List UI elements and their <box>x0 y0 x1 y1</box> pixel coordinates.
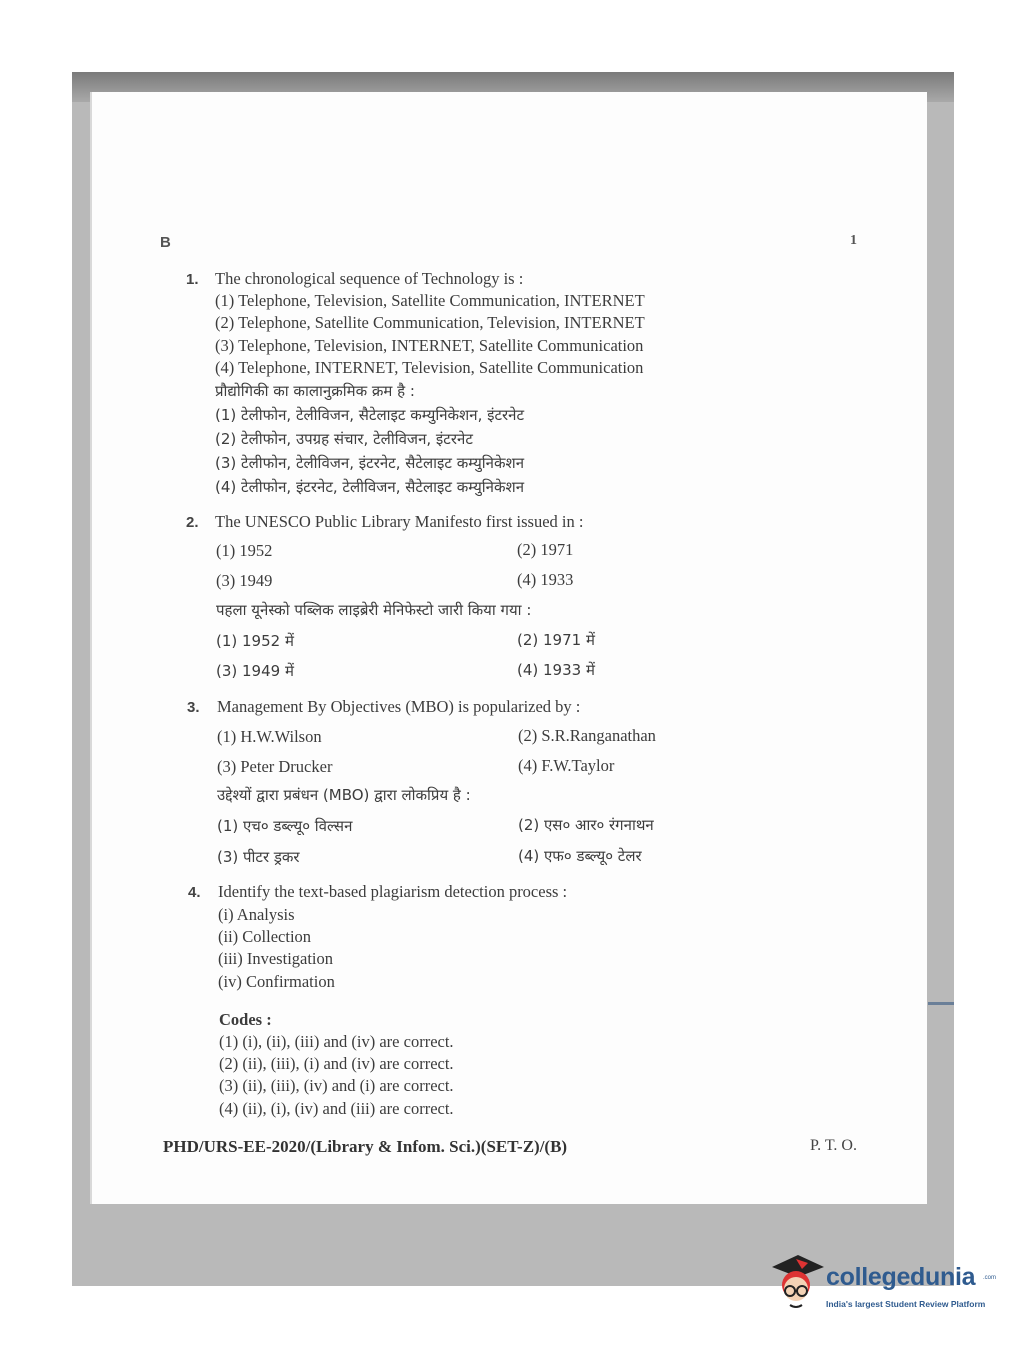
mascot-icon <box>768 1253 824 1315</box>
option-hi: (2) एस० आर० रंगनाथन <box>518 816 654 834</box>
option-en: (1) Telephone, Television, Satellite Communication, INTERNET <box>215 291 645 310</box>
option-en: (4) Telephone, INTERNET, Television, Satellite Communication <box>215 358 644 377</box>
question-text-hi: प्रौद्योगिकी का कालानुक्रमिक क्रम है : <box>215 382 415 400</box>
option-en: (2) Telephone, Satellite Communication, Television, INTERNET <box>215 313 645 332</box>
brand-suffix: .com <box>983 1275 997 1281</box>
option-en: (3) Peter Drucker <box>217 757 333 776</box>
question-text-en: Management By Objectives (MBO) is popularized by : <box>217 697 581 716</box>
option-hi: (3) पीटर ड्रकर <box>217 848 300 866</box>
option-hi: (1) एच० डब्ल्यू० विल्सन <box>217 817 353 835</box>
option-hi: (2) टेलीफोन, उपग्रह संचार, टेलीविजन, इंटरनेट <box>215 430 473 448</box>
option-en: (2) 1971 <box>517 540 574 559</box>
option-en: (4) F.W.Taylor <box>518 756 615 775</box>
question-text-en: Identify the text-based plagiarism detection process : <box>218 882 568 901</box>
brand-tagline: India's largest Student Review Platform <box>826 1299 986 1309</box>
question-number: 4. <box>188 884 201 901</box>
process-item: (iii) Investigation <box>218 949 334 968</box>
collegedunia-logo <box>768 1253 998 1323</box>
process-item: (iv) Confirmation <box>218 972 335 991</box>
code-option: (2) (ii), (iii), (i) and (iv) are correct. <box>219 1054 454 1073</box>
process-item: (ii) Collection <box>218 927 312 946</box>
option-en: (2) S.R.Ranganathan <box>518 726 656 745</box>
option-hi: (4) 1933 में <box>517 661 595 679</box>
pto-label: P. T. O. <box>810 1137 857 1154</box>
set-letter: B <box>160 234 171 251</box>
question-text-hi: उद्देश्यों द्वारा प्रबंधन (MBO) द्वारा लोकप्रिय है : <box>217 786 471 804</box>
question-number: 3. <box>187 699 200 716</box>
option-en: (3) Telephone, Television, INTERNET, Satellite Communication <box>215 336 644 355</box>
code-option: (4) (ii), (i), (iv) and (iii) are correct. <box>219 1099 454 1118</box>
codes-label: Codes : <box>219 1010 272 1029</box>
question-text-hi: पहला यूनेस्को पब्लिक लाइब्रेरी मेनिफेस्टो जारी किया गया : <box>216 601 532 619</box>
option-hi: (1) 1952 में <box>216 632 294 650</box>
option-hi: (3) टेलीफोन, टेलीविजन, इंटरनेट, सैटेलाइट कम्युनिकेशन <box>215 454 525 472</box>
paper-code: PHD/URS-EE-2020/(Library & Infom. Sci.)(SET-Z)/(B) <box>163 1137 568 1156</box>
option-hi: (4) टेलीफोन, इंटरनेट, टेलीविजन, सैटेलाइट कम्युनिकेशन <box>215 478 525 496</box>
code-option: (3) (ii), (iii), (iv) and (i) are correct. <box>219 1076 454 1095</box>
option-hi: (3) 1949 में <box>216 662 294 680</box>
option-en: (1) 1952 <box>216 541 273 560</box>
question-number: 1. <box>186 271 199 288</box>
page-number: 1 <box>850 233 857 248</box>
option-hi: (4) एफ० डब्ल्यू० टेलर <box>518 847 642 865</box>
question-number: 2. <box>186 514 199 531</box>
option-en: (3) 1949 <box>216 571 273 590</box>
option-hi: (1) टेलीफोन, टेलीविजन, सैटेलाइट कम्युनिकेशन, इंटरनेट <box>215 406 525 424</box>
code-option: (1) (i), (ii), (iii) and (iv) are correct. <box>219 1032 454 1051</box>
question-text-en: The UNESCO Public Library Manifesto first issued in : <box>215 512 584 531</box>
option-en: (1) H.W.Wilson <box>217 727 322 746</box>
process-item: (i) Analysis <box>218 905 295 924</box>
question-text-en: The chronological sequence of Technology is : <box>215 269 524 288</box>
option-en: (4) 1933 <box>517 570 574 589</box>
brand-name: collegedunia <box>826 1263 976 1291</box>
scan-edge-line <box>928 1002 954 1005</box>
option-hi: (2) 1971 में <box>517 631 595 649</box>
